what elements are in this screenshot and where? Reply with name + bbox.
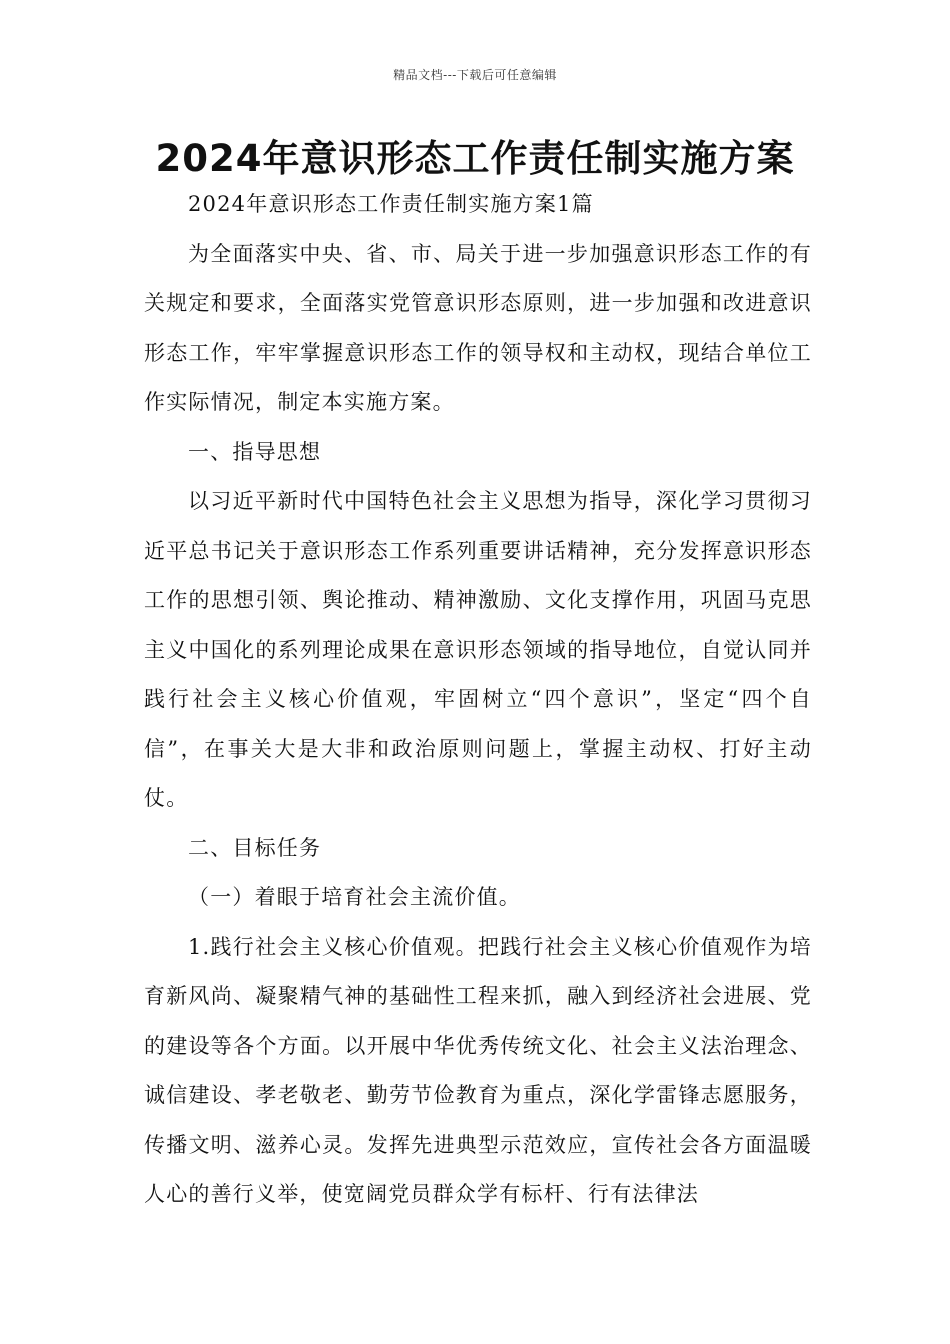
header-note: 精品文档---下载后可任意编辑 xyxy=(393,68,557,82)
subsection-heading-mainstream-values: （一）着眼于培育社会主流价值。 xyxy=(188,885,521,909)
section-heading-guiding-ideology: 一、指导思想 xyxy=(188,439,322,464)
document-subtitle: 2024年意识形态工作责任制实施方案1篇 xyxy=(188,192,594,216)
guiding-ideology-paragraph: 以习近平新时代中国特色社会主义思想为指导，深化学习贯彻习近平总书记关于意识形态工作系列重要讲话精神，充分发挥意识形态工作的思想引领、舆论推动、精神激励、文化支撑作用，巩固马克思主义中国化的系列理论成果在意识形态领域的指导地位，自觉认同并践行社会主义核心价值观，牢固树立“四个意识”，坚定“四个自信”，在事关大是大非和政治原则问题上，掌握主动权、打好主动仗。 xyxy=(144,489,812,810)
core-values-paragraph: 1.践行社会主义核心价值观。把践行社会主义核心价值观作为培育新风尚、凝聚精气神的基础性工程来抓，融入到经济社会进展、党的建设等各个方面。以开展中华优秀传统文化、社会主义法治理念、诚信建设、孝老敬老、勤劳节俭教育为重点，深化学雷锋志愿服务，传播文明、滋养心灵。发挥先进典型示范效应，宣传社会各方面温暖人心的善行义举，使宽阔党员群众学有标杆、行有法律法 xyxy=(144,934,812,1206)
intro-paragraph: 为全面落实中央、省、市、局关于进一步加强意识形态工作的有关规定和要求，全面落实党管意识形态原则，进一步加强和改进意识形态工作，牢牢掌握意识形态工作的领导权和主动权，现结合单位工作实际情况，制定本实施方案。 xyxy=(144,241,812,414)
document-body xyxy=(144,180,812,1220)
section-heading-goals-tasks: 二、目标任务 xyxy=(188,835,322,860)
document-title: 2024年意识形态工作责任制实施方案 xyxy=(155,137,795,180)
